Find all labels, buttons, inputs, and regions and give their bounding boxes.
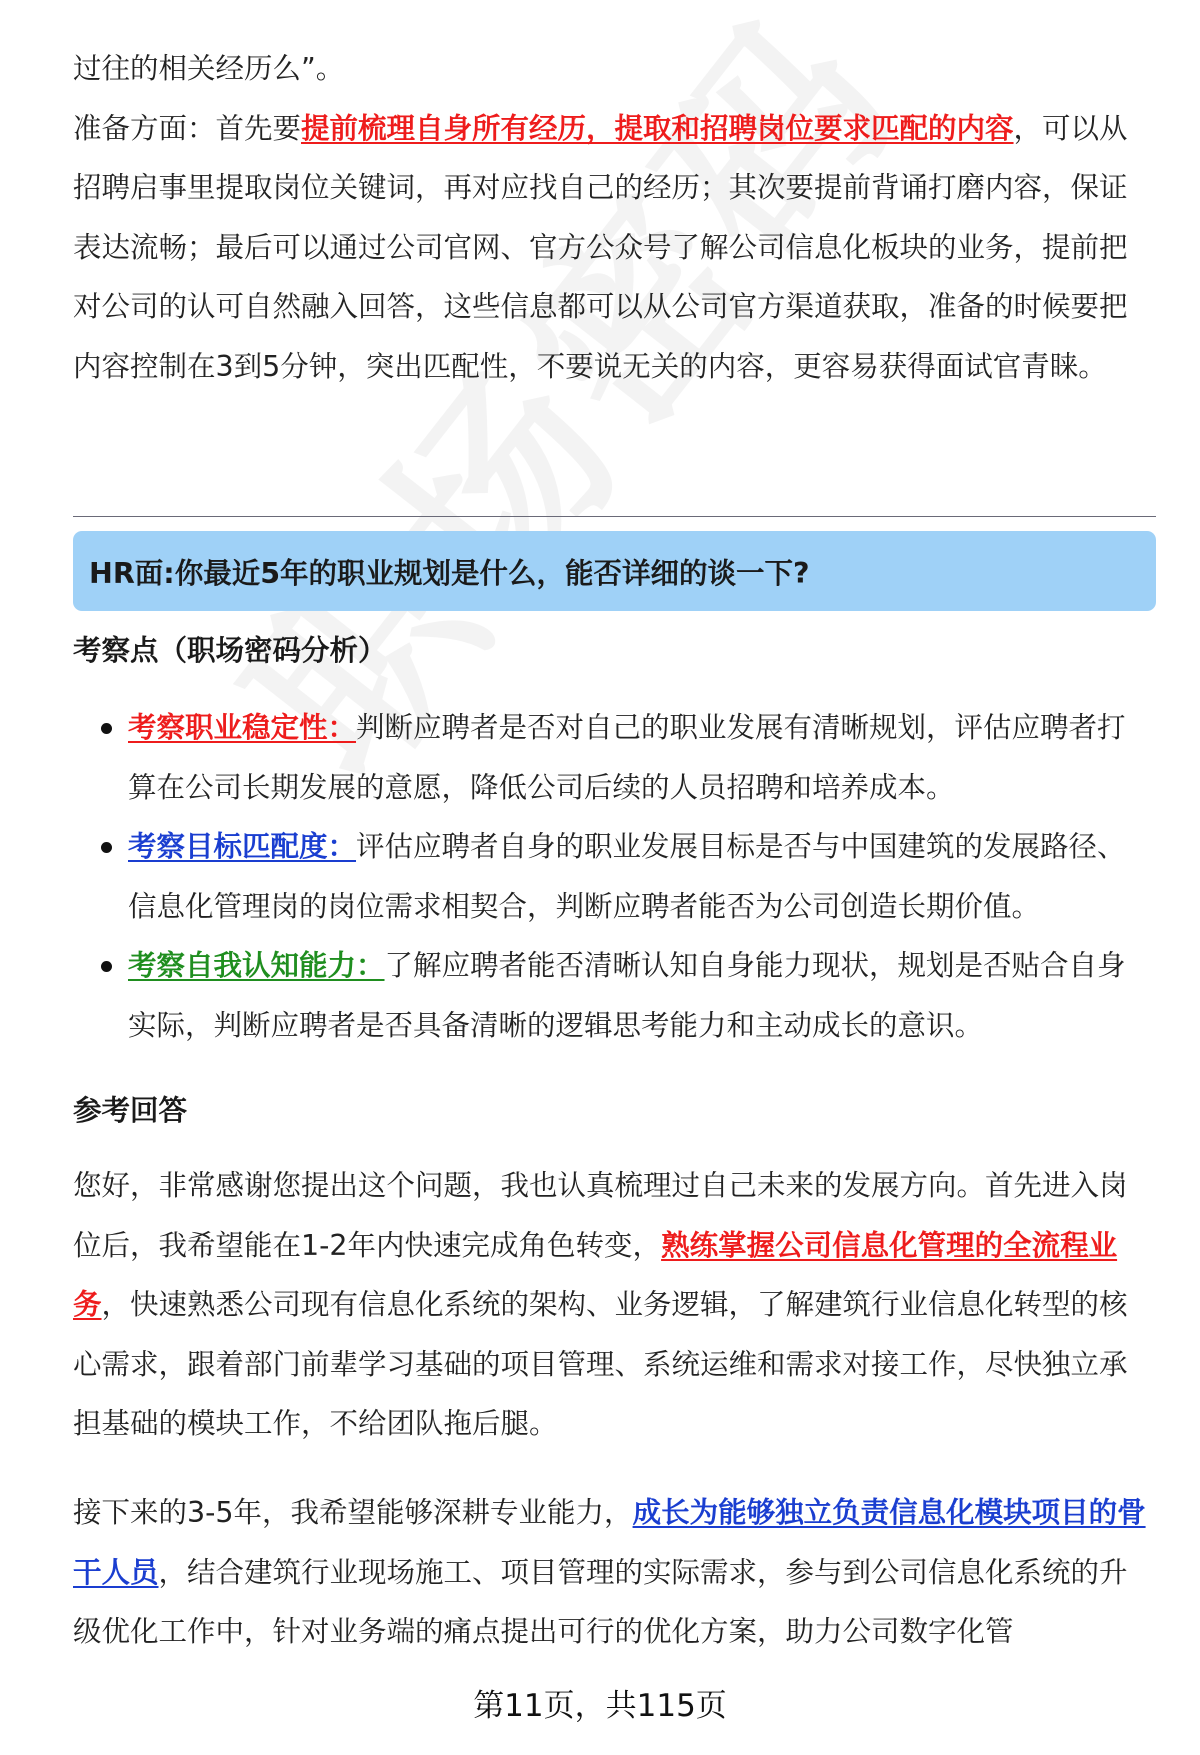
list-item (128, 936, 1148, 1055)
analysis-list (0, 698, 1200, 1055)
answer-1-lead: 您好，非常感谢您提出这个问题，我也认真梳理过自己未来的发展方向。首先进入岗位后，我希望能在1-2年内快速完成角色转变， (73, 1169, 1128, 1262)
bullet-label: 考察目标匹配度： (128, 830, 357, 863)
bullet-dot-icon (101, 842, 112, 853)
prep-highlight: 提前梳理自身所有经历，提取和招聘岗位要求匹配的内容 (301, 111, 1014, 145)
bullet-dot-icon (101, 961, 112, 972)
answer-2-rest: ，结合建筑行业现场施工、项目管理的实际需求，参与到公司信息化系统的升级优化工作中，针对业务端的痛点提出可行的优化方案，助力公司数字化管 (73, 1555, 1128, 1648)
answer-2-highlight: 成长为能够独立负责信息化模块项目的骨干人员 (73, 1496, 1146, 1589)
bullet-dot-icon (101, 723, 112, 734)
analysis-heading: 考察点（职场密码分析） (73, 634, 387, 667)
section-divider (73, 516, 1156, 517)
answer-heading: 参考回答 (73, 1094, 188, 1127)
bullet-label: 考察自我认知能力： (128, 949, 385, 982)
question-box (73, 531, 1156, 611)
bullet-label: 考察职业稳定性： (128, 711, 357, 744)
prep-lead: 准备方面：首先要 (73, 111, 302, 145)
bullet-text: 评估应聘者自身的职业发展目标是否与中国建筑的发展路径、信息化管理岗的岗位需求相契合，判断应聘者能否为公司创造长期价值。 (128, 830, 1126, 923)
answer-2-lead: 接下来的3-5年，我希望能够深耕专业能力， (73, 1496, 633, 1529)
intro-line: 过往的相关经历么”。 (73, 52, 345, 85)
bullet-text: 判断应聘者是否对自己的职业发展有清晰规划，评估应聘者打算在公司长期发展的意愿，降低公司后续的人员招聘和培养成本。 (128, 711, 1126, 804)
page-number: 第11页，共115页 (473, 1688, 727, 1724)
list-item (128, 698, 1148, 817)
answer-paragraph-1 (73, 1156, 1153, 1454)
prep-rest: ，可以从招聘启事里提取岗位关键词，再对应找自己的经历；其次要提前背诵打磨内容，保证表达流畅；最后可以通过公司官网、官方公众号了解公司信息化板块的业务，提前把对公司的认可自然融入回答，这些信息都可以从公司官方渠道获取，准备的时候要把内容控制在3到5分钟，突出匹配性，不要说无关的内容，更容易获得面试官青睐。 (73, 111, 1128, 383)
answer-1-highlight: 熟练掌握公司信息化管理的全流程业务 (73, 1228, 1118, 1321)
bullet-text: 了解应聘者能否清晰认知自身能力现状，规划是否贴合自身实际，判断应聘者是否具备清晰的逻辑思考能力和主动成长的意识。 (128, 949, 1126, 1042)
list-item (128, 817, 1148, 936)
question-text: HR面:你最近5年的职业规划是什么，能否详细的谈一下? (89, 556, 810, 590)
answer-paragraph-2 (73, 1483, 1153, 1662)
answer-1-rest: ，快速熟悉公司现有信息化系统的架构、业务逻辑，了解建筑行业信息化转型的核心需求，跟着部门前辈学习基础的项目管理、系统运维和需求对接工作，尽快独立承担基础的模块工作，不给团队拖后腿。 (73, 1288, 1128, 1440)
intro-paragraph (73, 39, 1153, 396)
